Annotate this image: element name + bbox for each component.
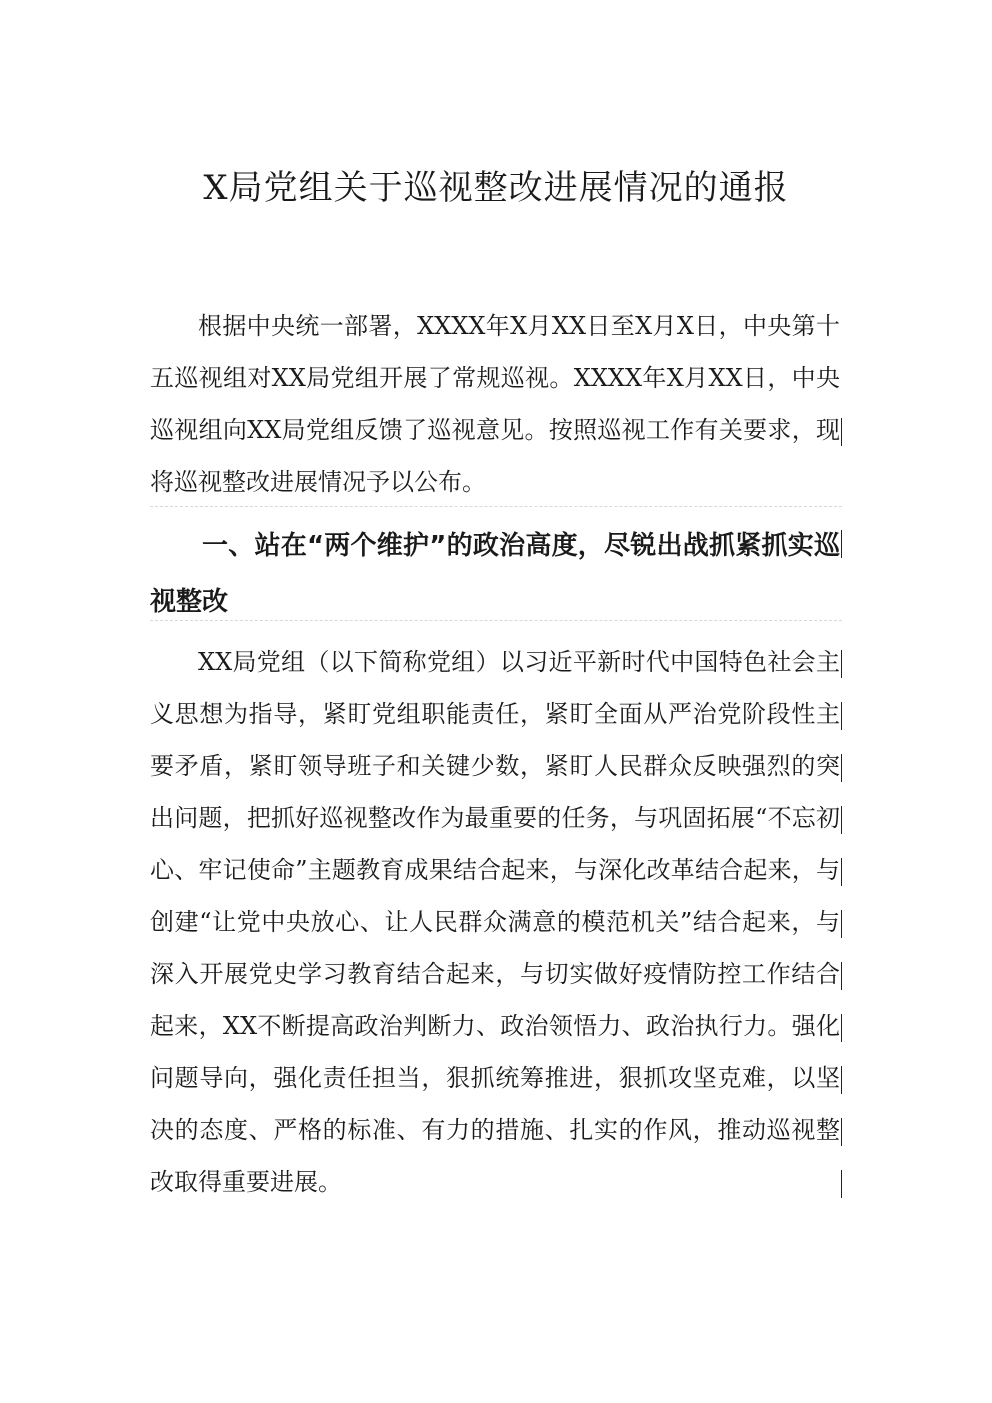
section-heading-1: 一、站在“两个维护”的政治高度，尽锐出战抓紧抓实巡视整改: [150, 531, 840, 617]
margin-mark: [841, 1066, 842, 1094]
margin-mark: [841, 702, 842, 730]
margin-mark: [841, 806, 842, 834]
margin-mark: [841, 1014, 842, 1042]
margin-mark: [841, 418, 842, 446]
section-divider-top: [150, 506, 842, 507]
margin-mark: [841, 1118, 842, 1146]
margin-mark: [841, 910, 842, 938]
right-margin-marks: [841, 418, 843, 1218]
margin-mark: [841, 1170, 842, 1198]
margin-mark: [841, 530, 842, 558]
section-divider-bottom: [150, 620, 842, 621]
paragraph-section-1: XX局党组（以下简称党组）以习近平新时代中国特色社会主义思想为指导，紧盯党组职能责任，紧盯全面从严治党阶段性主要矛盾，紧盯领导班子和关键少数，紧盯人民群众反映强烈的突出问题，把抓好巡视整改作为最重要的任务，与巩固拓展“不忘初心、牢记使命”主题教育成果结合起来，与深化改革结合起来，与创建“让党中央放心、让人民群众满意的模范机关”结合起来，与深入开展党史学习教育结合起来，与切实做好疫情防控工作结合起来，XX不断提高政治判断力、政治领悟力、政治执行力。强化问题导向，强化责任担当，狠抓统筹推进，狠抓攻坚克难，以坚决的态度、严格的标准、有力的措施、扎实的作风，推动巡视整改取得重要进展。: [150, 648, 840, 1196]
margin-mark: [841, 962, 842, 990]
paragraph-intro: 根据中央统一部署，XXXX年X月XX日至X月X日，中央第十五巡视组对XX局党组开展了常规巡视。XXXX年X月XX日，中央巡视组向XX局党组反馈了巡视意见。按照巡视工作有关要求，现将巡视整改进展情况予以公布。: [150, 312, 840, 496]
margin-mark: [841, 754, 842, 782]
margin-mark: [841, 858, 842, 886]
document-title: X局党组关于巡视整改进展情况的通报: [203, 168, 789, 208]
margin-mark: [841, 650, 842, 678]
